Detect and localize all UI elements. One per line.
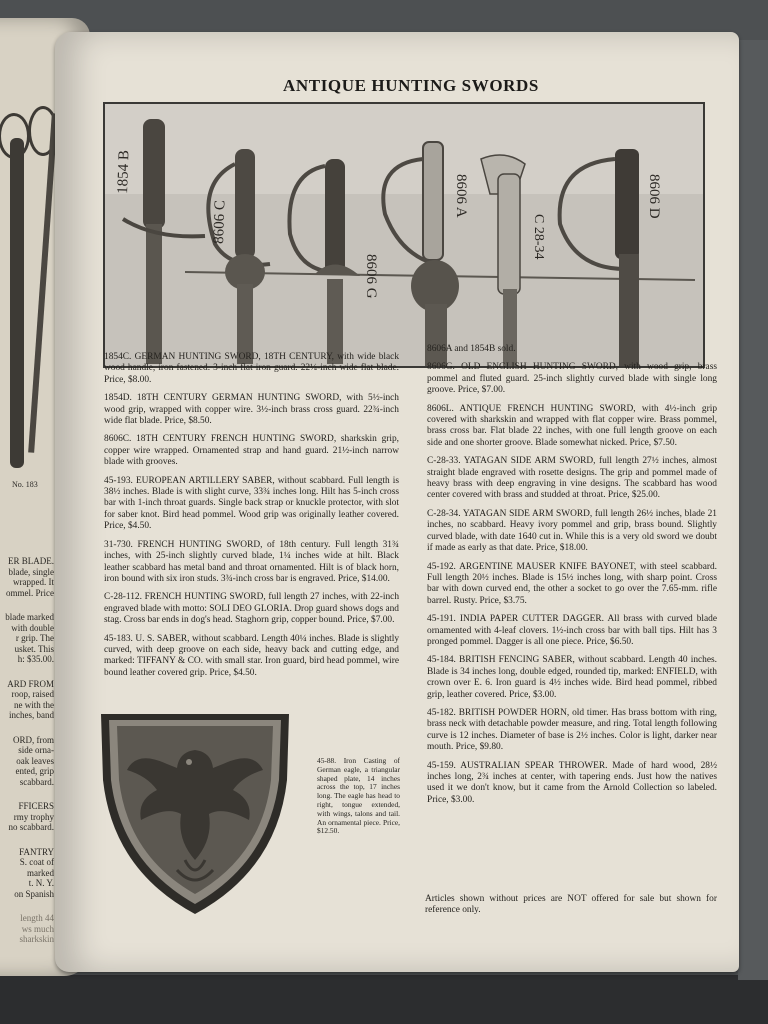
swords-photograph (103, 102, 705, 368)
left-fragment: ORD, from side orna- oak leaves ented, grip scabbard. (13, 734, 54, 787)
sold-note: 8606A and 1854B sold. (427, 344, 516, 354)
catalog-entry: 45-182. BRITISH POWDER HORN, old timer. Has brass bottom with ring, brass neck with detachable powder measure, and ring. Total length following curve is 12 inches. Diameter of base is 2½ inches. Color is light, darker near mouth. Price, $9.80. (427, 707, 718, 753)
catalog-entry: 1854C. GERMAN HUNTING SWORD, 18TH CENTURY, with wide black wood handle, iron fastened. 3-inch flat iron guard. 22¼-inch wide flat blade. Price, $8.00. (104, 352, 400, 385)
page-title: ANTIQUE HUNTING SWORDS (283, 76, 539, 95)
photo-label: 8606 C (211, 199, 229, 245)
page-edge (738, 40, 768, 980)
left-fragment: FFICERS rmy trophy no scabbard. (8, 801, 54, 832)
left-fragment: blade marked with double r grip. The usket. This h: $35.00. (5, 612, 54, 664)
left-fragment: FANTRY S. coat of marked t. N. Y. on Spanish (14, 846, 54, 899)
left-text-fragments (0, 556, 54, 959)
catalog-page (55, 32, 739, 972)
left-fragment: ARD FROM roop, raised ne with the inches, band (7, 678, 54, 720)
table-surface (0, 975, 768, 1024)
left-item-caption: No. 183 (12, 480, 38, 489)
catalog-entry: 8606L. ANTIQUE FRENCH HUNTING SWORD, with 4½-inch grip covered with sharkskin and wrapped with flat copper wire. Brass pommel, brass cross bar. Flat blade 22 inches, with one full length groove on each side and one shorter groove. Blade somewhat nicked. Price, $7.50. (427, 403, 718, 448)
catalog-entry: 45-192. ARGENTINE MAUSER KNIFE BAYONET, with steel scabbard. Full length 20½ inches. Blade is 15½ inches long, with sharp point. Cross bar with down curved end, the other a socket to go over the 7.65-mm. rifle barrel. Rusty. Price, $3.75. (427, 561, 718, 606)
left-text-column (104, 352, 399, 686)
photo-label: 8606 A (453, 174, 469, 218)
catalog-entry: 45-184. BRITISH FENCING SABER, without scabbard. Length 40 inches. Blade is 34 inches long, double edged, rounded tip, marked: ENFIELD, with crown over E. 6. Iron guard is 4½ inches wide. Bird head pommel, ribbed grip, leather covered. Price, $3.00. (427, 655, 718, 700)
catalog-entry: 8606G. OLD ENGLISH HUNTING SWORD, with wood grip, brass pommel and fluted guard. 25-inch slightly curved blade with single long groove. Price, $7.00. (427, 362, 717, 396)
catalog-entry: 45-191. INDIA PAPER CUTTER DAGGER. All brass with curved blade ornamented with 4-leaf clovers. 1½-inch cross bar with ball tips. Hilt has 3 pronged pommel. Dagger is all one piece. Price, $6.50. (427, 614, 718, 647)
swords-illustration (105, 104, 703, 366)
left-sword-blade (28, 113, 58, 453)
left-fragment: ER BLADE. blade, single wrapped. It ommel. Price (6, 556, 54, 598)
right-text-column (427, 344, 717, 813)
casting-caption: 45-88. Iron Casting of German eagle, a triangular shaped plate, 14 inches across the top, 17 inches long. The eagle has head to right, tongue extended, with wings, talons and tail. An ornamental piece. Price, $12.50. (317, 756, 400, 836)
reference-footnote: Articles shown without prices are NOT offered for sale but shown for reference only. (425, 894, 717, 916)
photo-label: C 28-34 (531, 214, 546, 260)
catalog-entry: C-28-112. FRENCH HUNTING SWORD, full length 27 inches, with 22-inch engraved blade with motto: SOLI DEO GLORIA. Drop guard shows dogs and stag. Cross bar ends in dog's head. Staghorn grip, copper bound. Price, $7.00. (104, 592, 400, 626)
catalog-entry: 45-193. EUROPEAN ARTILLERY SABER, without scabbard. Full length is 38½ inches. Blade is with slight curve, 33¾ inches long. Hilt has 5-inch cross bar with 1-inch throat guards. Single back strap or knuckle protector, with slot for saber knot. Bird head pommel. Wood grip was originally leather covered. Price, $4.50. (104, 475, 400, 532)
catalog-entry: 45-183. U. S. SABER, without scabbard. Length 40¼ inches. Blade is slightly curved, with deep groove on each side, heavy back and cutting edge, and marked: TIFFANY & CO. with small star. Iron guard, bird head pommel, wire bound leather covered grip. Price, $4.50. (104, 633, 400, 678)
catalog-entry: 1854D. 18TH CENTURY GERMAN HUNTING SWORD, with 5½-inch wood grip, wrapped with copper wire. 3½-inch brass cross guard. 22¾-inch wide flat blade. Price, $8.50. (104, 393, 399, 427)
catalog-entry: 45-159. AUSTRALIAN SPEAR THROWER. Made of hard wood, 28½ inches long, 2¾ inches at center, with tapering ends. Just how the natives used it we don't know, but it came from the Arnold Collection so labeled. Price, $3.00. (427, 760, 717, 805)
catalog-entry: C-28-33. YATAGAN SIDE ARM SWORD, full length 27½ inches, almost straight blade engraved with rosette designs. The grip and pommel made of heavy brass with deep engraving in vine designs. The scabbard has wood center covered with brass and studded at throat. Price, $25.00. (427, 456, 718, 501)
catalog-entry: 8606C. 18TH CENTURY FRENCH HUNTING SWORD, sharkskin grip, copper wire wrapped. Ornamented strap and hand guard. 21½-inch narrow blade with grooves. (104, 434, 400, 468)
catalog-entry: 31-730. FRENCH HUNTING SWORD, of 18th century. Full length 31¾ inches, with 25-inch slightly curved blade, 1¼ inches wide at hilt. Black leather scabbard has metal band and throat ornamented. Hilt is of black horn, iron bound with six iron studs. 3¾-inch cross bar is engraved. Price, $14.00. (104, 539, 399, 584)
photo-label: 8606 G (363, 254, 379, 299)
left-fragment: length 44 ws much sharkskin (19, 913, 54, 944)
photo-label: 8606 D (646, 174, 662, 219)
left-sword-scabbard (10, 138, 24, 468)
catalog-entry: C-28-34. YATAGAN SIDE ARM SWORD, full length 26½ inches, blade 21 inches, no scabbard. Heavy ivory pommel and grip, brass bound. Slightly curved blade, with date 1640 cut in. While this is a very old sword we doubt if made as early as that date. Price, $18.00. (427, 508, 717, 554)
photo-label: 1854 B (115, 149, 133, 195)
eagle-casting-illustration (97, 710, 293, 918)
